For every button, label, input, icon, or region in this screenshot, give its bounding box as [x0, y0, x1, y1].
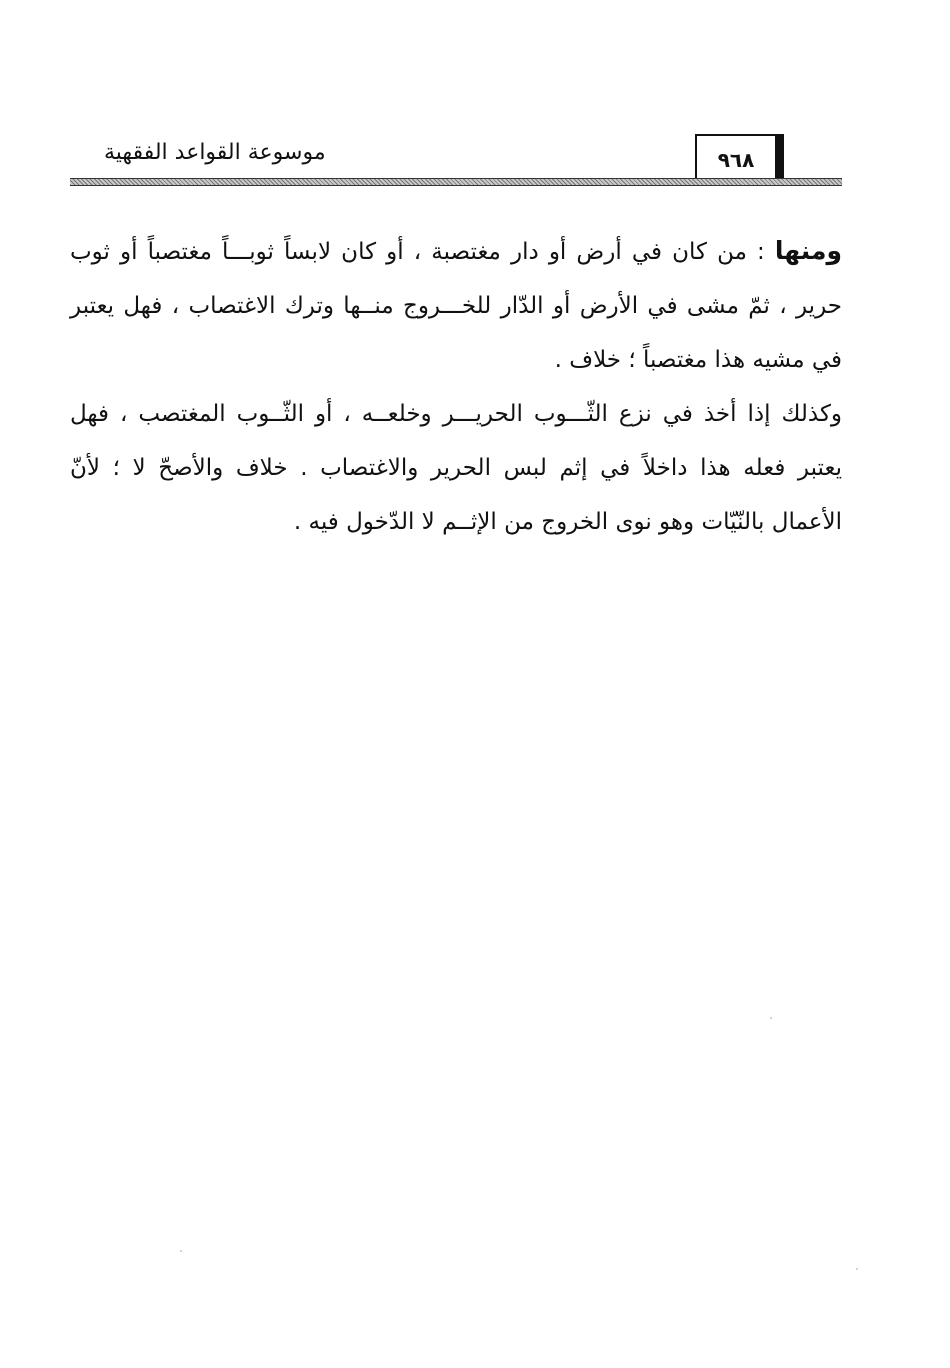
- scan-speck: [856, 1268, 858, 1270]
- paragraph-text: : من كان في أرض أو دار مغتصبة ، أو كان لابساً ثوبـــاً مغتصباً أو ثوب حرير ، ثمّ مشى في الأرض أو الدّار للخـــروج منــها وترك الاغتصاب ، فهل يعتبر في مشيه هذا مغتصباً ؛ خلاف .: [70, 239, 842, 373]
- main-text: [70, 224, 842, 549]
- scan-speck: [770, 1017, 772, 1019]
- paragraph-text: وكذلك إذا أخذ في نزع الثّـــوب الحريـــر وخلعــه ، أو الثّــوب المغتصب ، فهل يعتبر فعله هذا داخلاً في إثم لبس الحرير والاغتصاب . خلاف والأصحّ لا ؛ لأنّ الأعمال بالنّيّات وهو نوى الخروج من الإثــم لا الدّخول فيه .: [70, 401, 842, 535]
- paragraph-lead-word: ومنها: [774, 236, 842, 265]
- header-divider: [70, 178, 842, 186]
- running-header: [70, 134, 842, 186]
- scan-speck: [180, 1250, 182, 1252]
- paragraph-two: [70, 387, 842, 549]
- book-title: موسوعة القواعد الفقهية: [104, 140, 326, 165]
- paragraph-one: [70, 224, 842, 387]
- page-number: ٩٦٨: [695, 134, 777, 184]
